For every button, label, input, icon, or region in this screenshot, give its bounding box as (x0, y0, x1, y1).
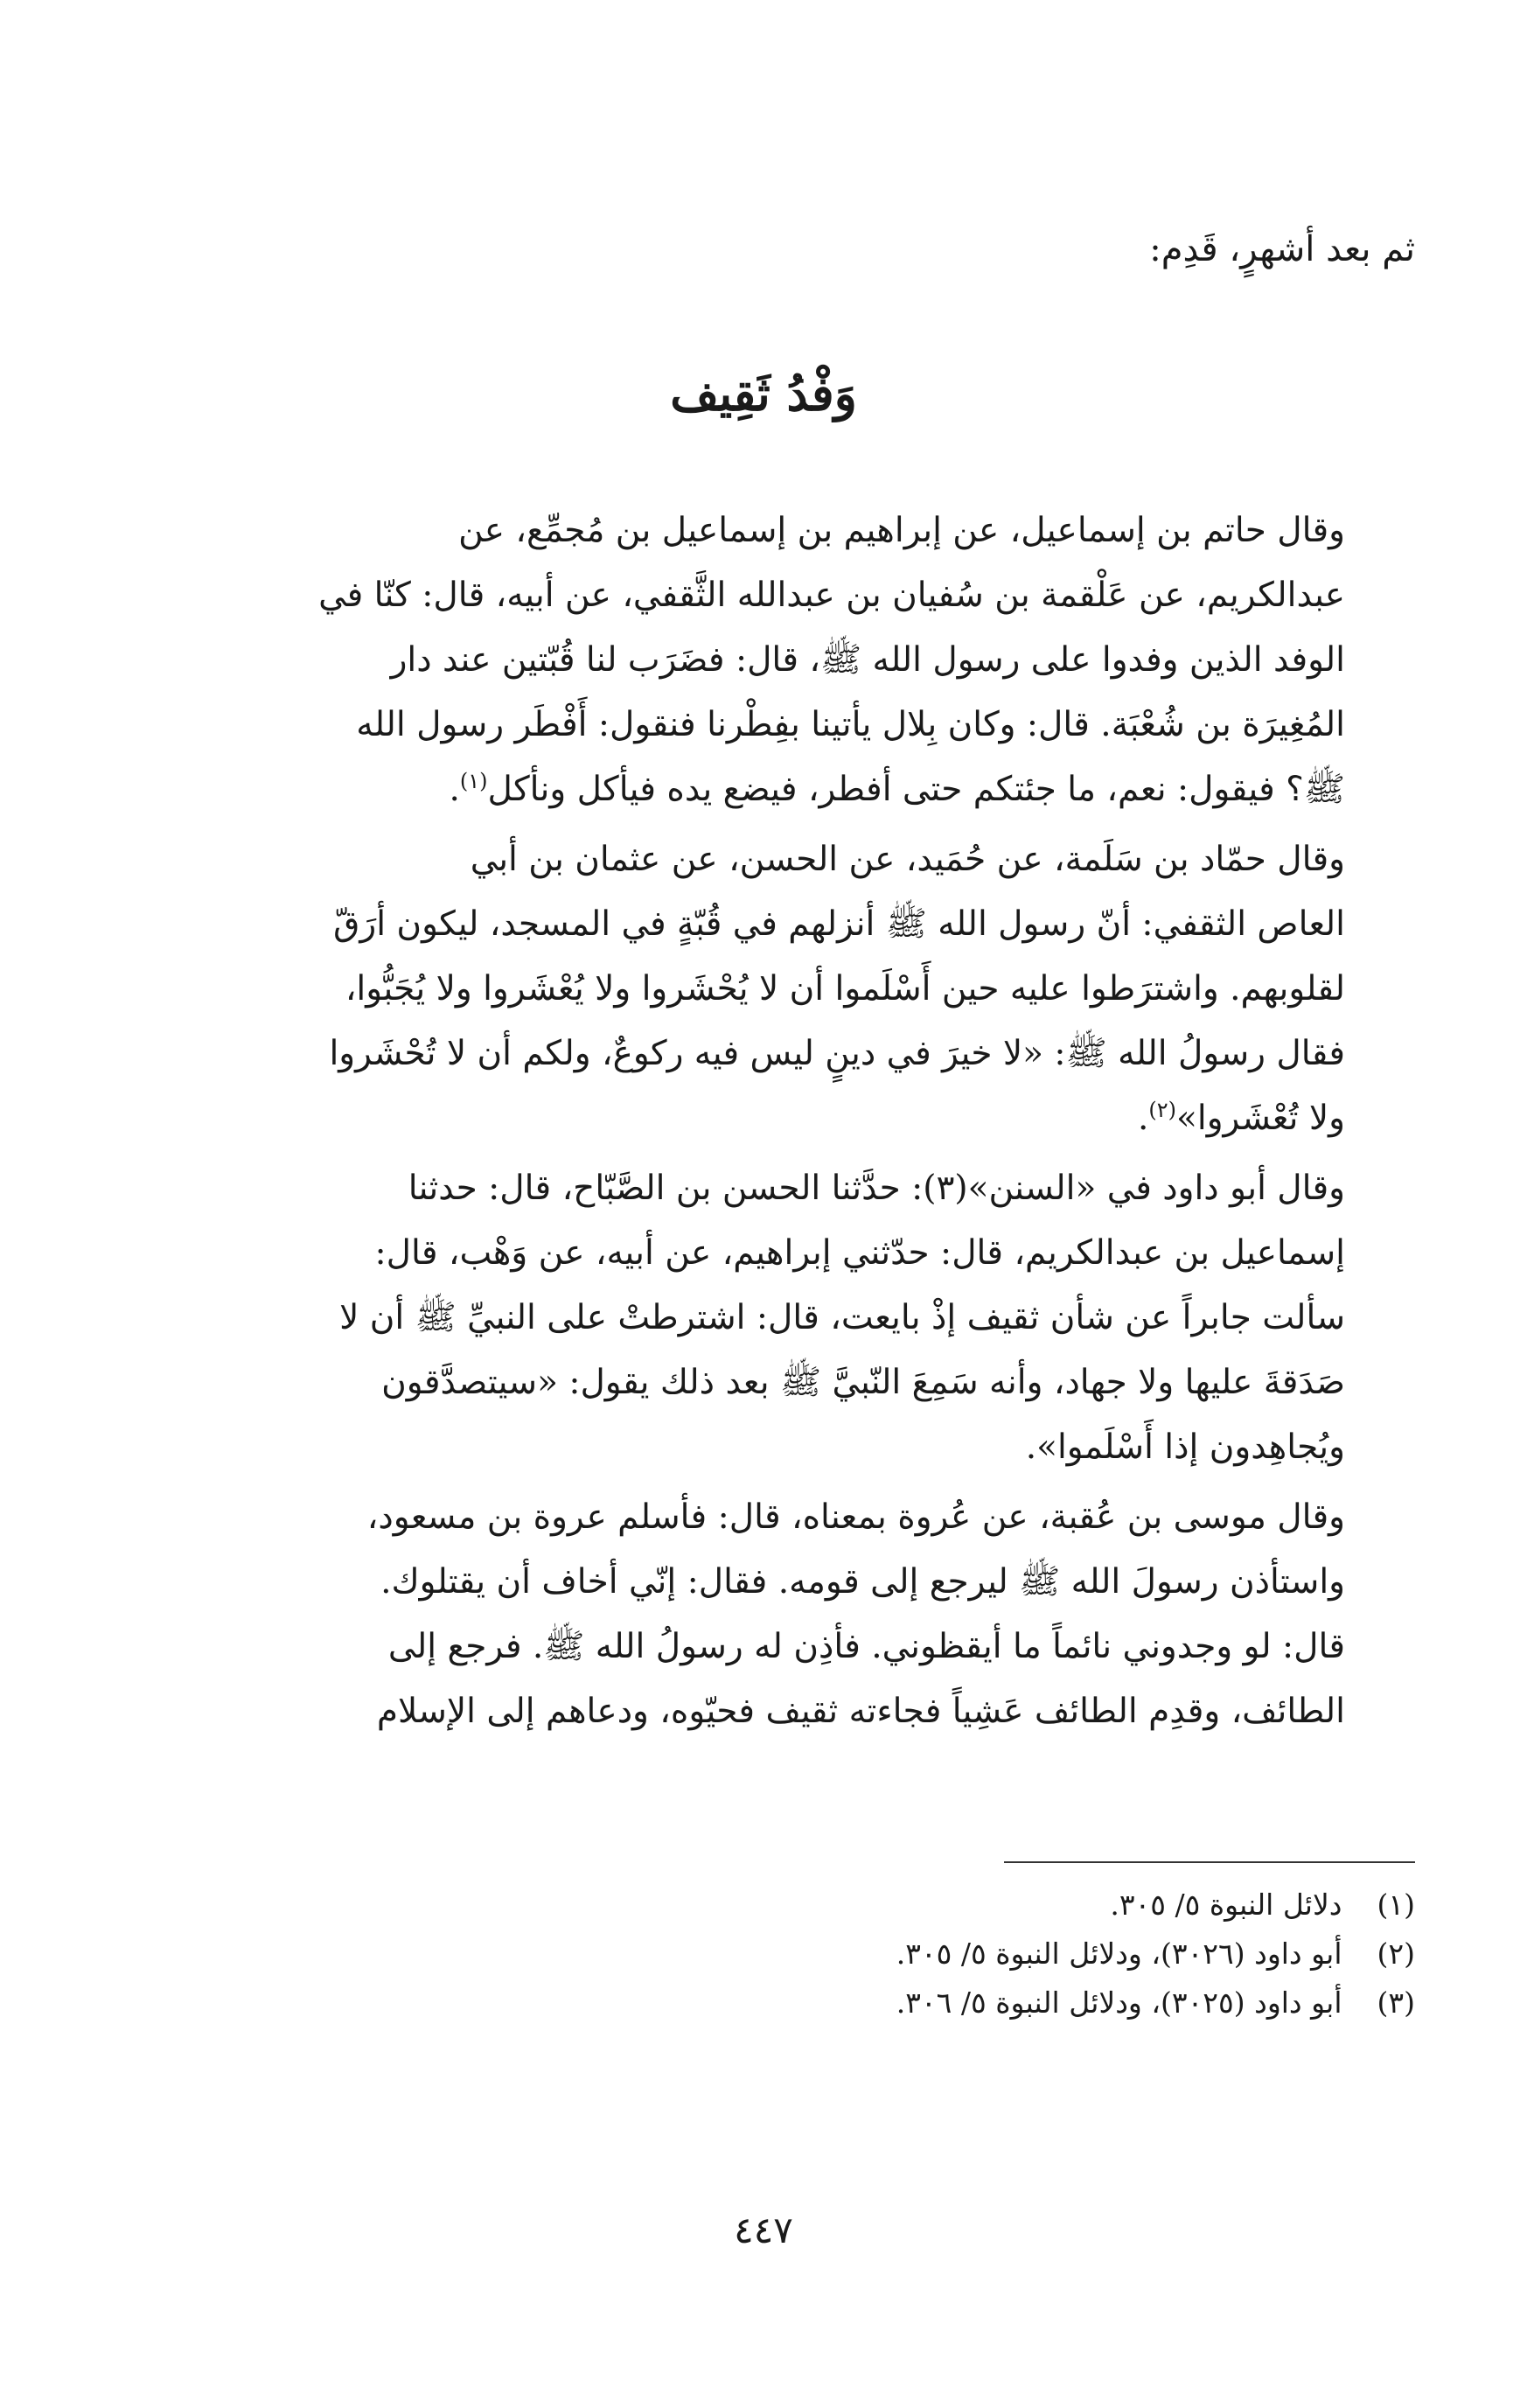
text-line: إسماعيل بن عبدالكريم، قال: حدّثني إبراهيم، عن أبيه، عن وَهْب، قال: (374, 1233, 1345, 1273)
text-fragment: ﷺ؟ فيقول: نعم، ما جئتكم حتى أفطر، فيضع يده فيأكل ونأكل (487, 770, 1345, 809)
text-line-last (110, 1086, 1415, 1151)
footnote-divider (1004, 1861, 1415, 1863)
text-line: الوفد الذين وفدوا على رسول الله ﷺ، قال: فضَرَب لنا قُبّتين عند دار (390, 640, 1345, 680)
text-line: وقال حاتم بن إسماعيل، عن إبراهيم بن إسماعيل بن مُجمِّع، عن (458, 511, 1345, 550)
paragraph (110, 1156, 1415, 1480)
footnote-text: دلائل النبوة ٥/ ٣٠٥. (1110, 1888, 1342, 1922)
footnote-number: (٣) (1377, 1986, 1415, 2020)
footnote (110, 1979, 1415, 2028)
footnote-ref: (٢) (1148, 1098, 1177, 1122)
text-line: فقال رسولُ الله ﷺ: «لا خيرَ في دينٍ ليس فيه ركوعٌ، ولكم أن لا تُحْشَروا (329, 1034, 1345, 1073)
body-text (110, 499, 1415, 1749)
text-line: لقلوبهم. واشترَطوا عليه حين أَسْلَموا أن لا يُحْشَروا ولا يُعْشَروا ولا يُجَبُّوا، (345, 969, 1345, 1009)
footnote-number: (٢) (1377, 1937, 1415, 1971)
section-heading: وَفْدُ ثَقِيف (670, 366, 857, 422)
text-line: وقال موسى بن عُقبة، عن عُروة بمعناه، قال: فأسلم عروة بن مسعود، (366, 1497, 1345, 1537)
text-line: المُغِيرَة بن شُعْبَة. قال: وكان بِلال يأتينا بفِطْرنا فنقول: أَفْطَر رسول الله (356, 705, 1345, 744)
paragraph (110, 499, 1415, 822)
text-line: الطائف، وقدِم الطائف عَشِياً فجاءته ثقيف فحيّوه، ودعاهم إلى الإسلام (376, 1692, 1345, 1731)
footnote-text: أبو داود (٣٠٢٦)، ودلائل النبوة ٥/ ٣٠٥. (896, 1937, 1342, 1971)
footnote-text: أبو داود (٣٠٢٥)، ودلائل النبوة ٥/ ٣٠٦. (896, 1986, 1342, 2020)
text-line: وقال أبو داود في «السنن»(٣): حدَّثنا الحسن بن الصَّبّاح، قال: حدثنا (408, 1169, 1345, 1208)
footnote (110, 1881, 1415, 1930)
text-line: عبدالكريم، عن عَلْقمة بن سُفيان بن عبدالله الثَّقفي، عن أبيه، قال: كنّا في (318, 576, 1345, 615)
page-number: ٤٤٧ (734, 2209, 793, 2251)
footnotes (110, 1881, 1415, 2028)
text-line: العاص الثقفي: أنّ رسول الله ﷺ أنزلهم في قُبّةٍ في المسجد، ليكون أرَقّ (333, 904, 1345, 944)
footnote-number: (١) (1377, 1888, 1415, 1922)
text-line: وقال حمّاد بن سَلَمة، عن حُمَيد، عن الحسن، عن عثمان بن أبي (470, 840, 1345, 879)
text-line: سألت جابراً عن شأن ثقيف إذْ بايعت، قال: اشترطتْ على النبيِّ ﷺ أن لا (339, 1298, 1345, 1337)
sentence-end: . (449, 770, 460, 809)
text-line: ويُجاهِدون إذا أَسْلَموا». (1025, 1427, 1345, 1467)
text-line: واستأذن رسولَ الله ﷺ ليرجع إلى قومه. فقال: إنّي أخاف أن يقتلوك. (380, 1562, 1345, 1602)
intro-line: ثم بعد أشهرٍ، قَدِم: (1149, 229, 1415, 269)
footnote-ref: (١) (459, 769, 488, 793)
text-fragment: ولا تُعْشَروا» (1176, 1099, 1345, 1138)
text-line: صَدَقةَ عليها ولا جهاد، وأنه سَمِعَ النّبيَّ ﷺ بعد ذلك يقول: «سيتصدَّقون (381, 1363, 1345, 1402)
paragraph (110, 827, 1415, 1151)
footnote (110, 1930, 1415, 1979)
text-line: قال: لو وجدوني نائماً ما أيقظوني. فأذِن له رسولُ الله ﷺ. فرجع إلى (387, 1627, 1345, 1666)
sentence-end: . (1137, 1099, 1149, 1138)
text-line-last (110, 757, 1415, 822)
paragraph (110, 1485, 1415, 1744)
